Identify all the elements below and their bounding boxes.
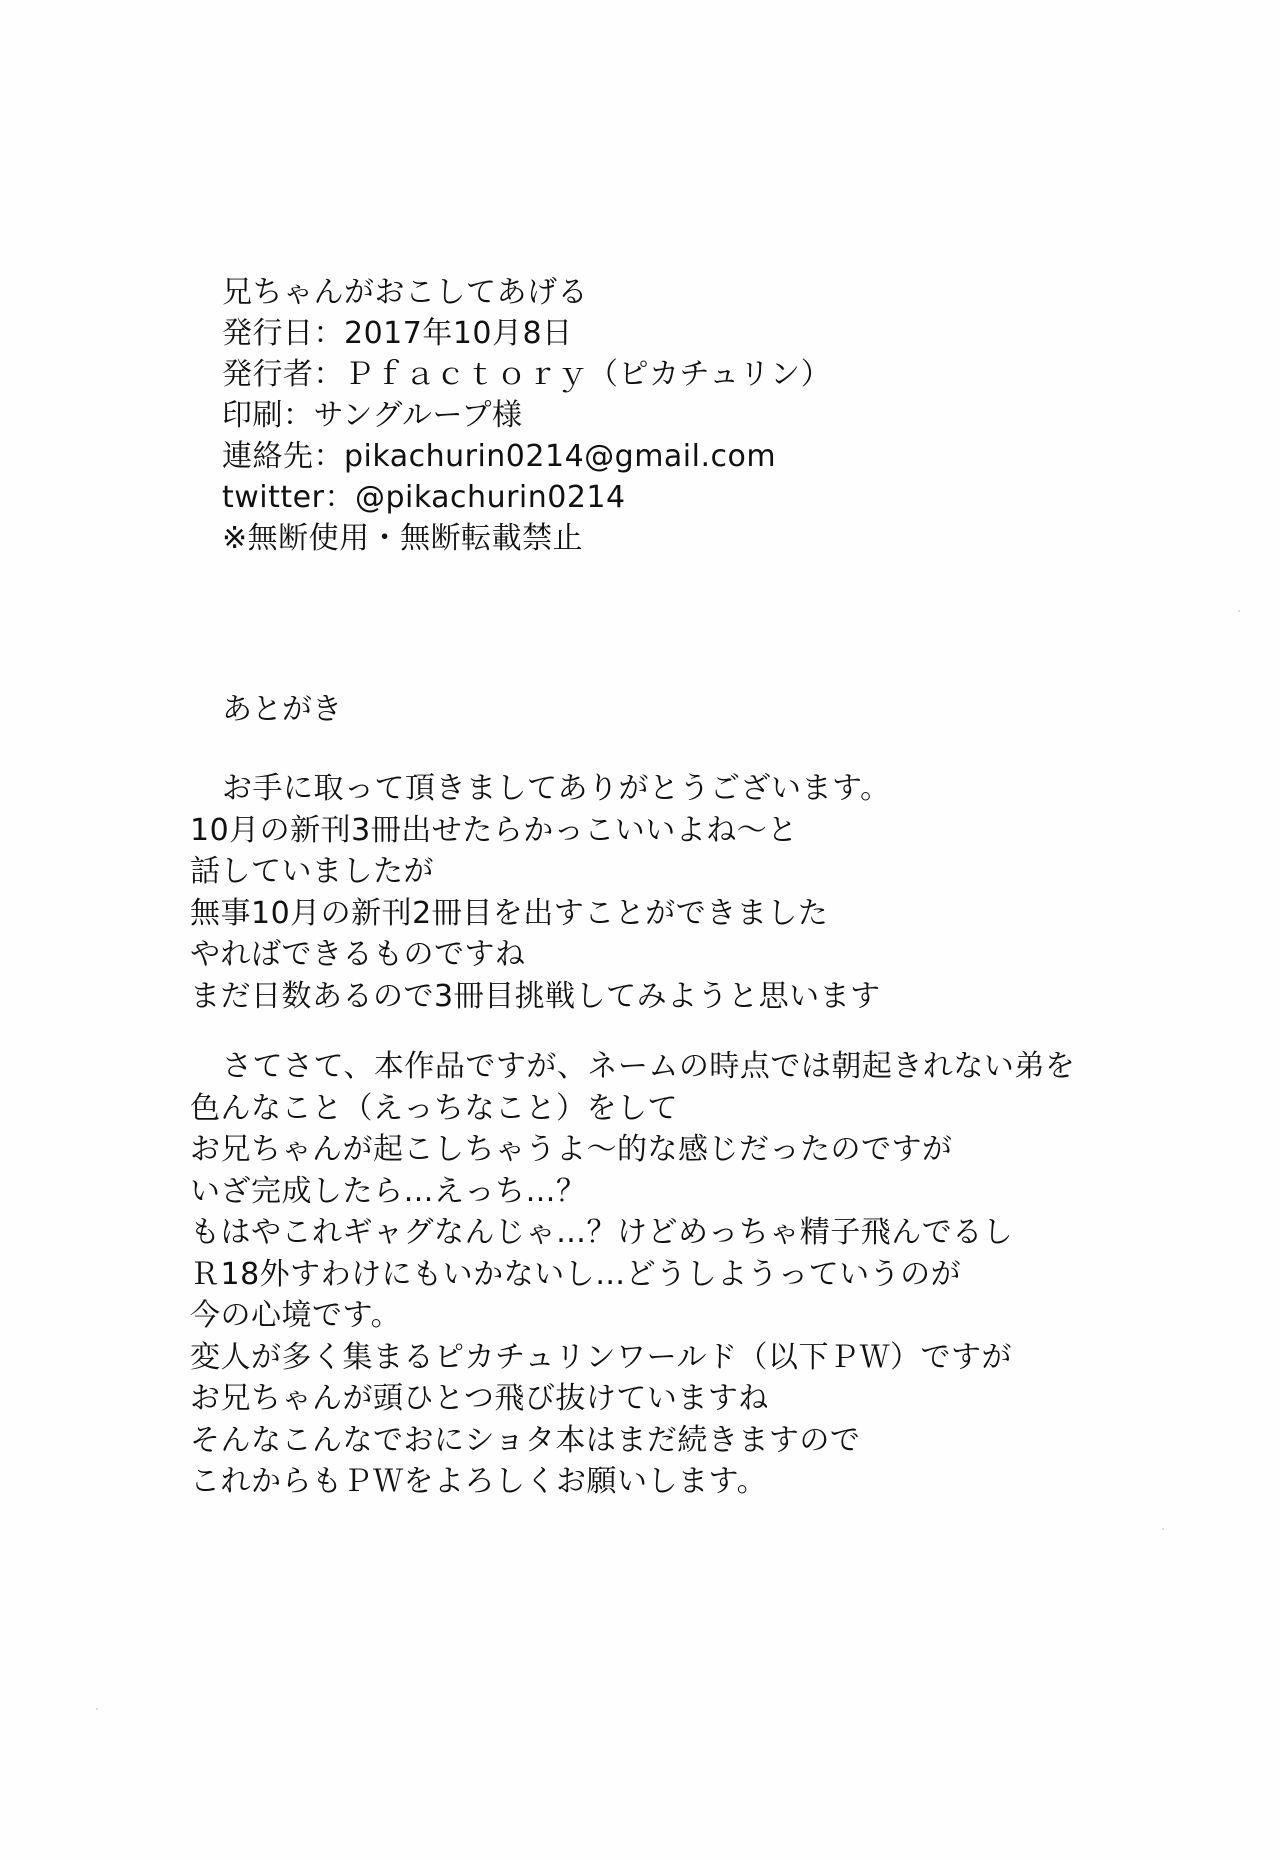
afterword-line: さてさて、本作品ですが、ネームの時点では朝起きれない弟を xyxy=(222,1049,1076,1084)
paper-speck xyxy=(96,1708,98,1710)
afterword-paragraph-1 xyxy=(190,768,1150,1017)
afterword-line: いざ完成したら…えっち…？ xyxy=(190,1173,587,1209)
afterword-line: 変人が多く集まるピカチュリンワールド（以下ＰＷ）ですが xyxy=(190,1339,1012,1375)
afterword-paragraph-2 xyxy=(190,1046,1150,1503)
book-title: 兄ちゃんがおこしてあげる xyxy=(222,275,588,310)
afterword-line: そんなこんなでおにショタ本はまだ続きますので xyxy=(190,1422,861,1458)
afterword-line: お兄ちゃんが頭ひとつ飛び抜けていますね xyxy=(190,1381,769,1416)
afterword-line: Ｒ18外すわけにもいかないし…どうしようっていうのが xyxy=(190,1256,962,1292)
paper-speck xyxy=(1238,610,1240,612)
afterword-line: お手に取って頂きましてありがとうございます。 xyxy=(222,771,891,806)
afterword-line: 話していましたが xyxy=(190,854,434,889)
contact-email: 連絡先：pikachurin0214@gmail.com xyxy=(222,439,777,474)
afterword-line: 色んなこと（えっちなこと）をして xyxy=(190,1090,678,1126)
paper-speck xyxy=(1162,1528,1164,1530)
afterword-line: お兄ちゃんが起こしちゃうよ～的な感じだったのですが xyxy=(190,1132,953,1167)
afterword-line: 無事10月の新刊2冊目を出すことができました xyxy=(190,895,829,931)
afterword-line: まだ日数あるので3冊目挑戦してみようと思います xyxy=(190,978,881,1014)
colophon xyxy=(222,272,1122,559)
afterword-line: これからもＰＷをよろしくお願いします。 xyxy=(190,1464,768,1499)
afterword-line: 10月の新刊3冊出せたらかっこいいよね～と xyxy=(190,812,798,848)
afterword-line: やればできるものですね xyxy=(190,937,526,972)
publisher: 発行者：Ｐｆａｃｔｏｒｙ（ピカチュリン） xyxy=(222,357,832,392)
issue-date: 発行日：2017年10月8日 xyxy=(222,316,573,351)
afterword-line: 今の心境です。 xyxy=(190,1298,402,1333)
twitter-handle: twitter：@pikachurin0214 xyxy=(222,480,626,515)
copyright-notice: ※無断使用・無断転載禁止 xyxy=(222,521,584,556)
afterword-heading: あとがき xyxy=(222,692,342,727)
afterword-line: もはやこれギャグなんじゃ…？けどめっちゃ精子飛んでるし xyxy=(190,1215,1014,1250)
printer: 印刷：サングループ様 xyxy=(222,398,523,433)
